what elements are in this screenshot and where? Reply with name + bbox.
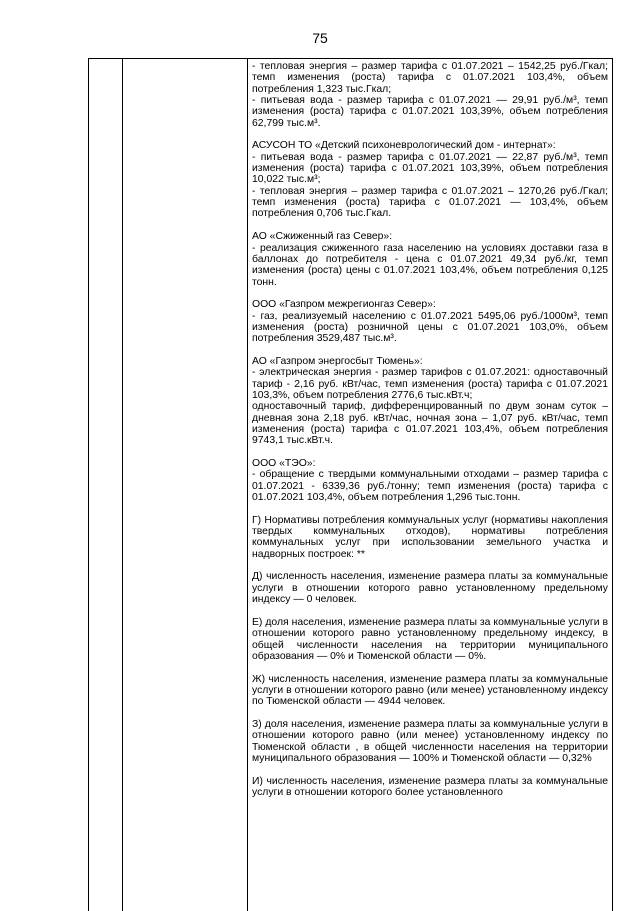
tariff-text-cell (252, 61, 608, 798)
paragraph: АО «Газпром энергосбыт Тюмень»: (252, 355, 423, 367)
paragraph: - обращение с твердыми коммунальными отходами – размер тарифа с 01.07.2021 - 6339,36 руб./тонну; темп изменения (роста) тарифа с 01.07.2021 103,4%, объем потребления 1,296 тыс.тонн. (252, 469, 608, 504)
paragraph-gap (252, 220, 608, 231)
paragraph: - реализация сжиженного газа населению на условиях доставки газа в баллонах до потребителя - цена с 01.07.2021 49,34 руб./кг, темп изменения (роста) цены с 01.07.2021 103,4%, объем потребления 0,125 тонн. (252, 242, 608, 288)
paragraph: - тепловая энергия – размер тарифа с 01.07.2021 – 1542,25 руб./Гкал; темп изменения (роста) тарифа с 01.07.2021 103,4%, объем потребления 1,323 тыс.Гкал; (252, 61, 608, 95)
paragraph: Г) Нормативы потребления коммунальных услуг (нормативы накопления твердых коммунальных отходов), нормативы потребления коммунальных услуг при использовании земельного участка и надворных построек: ** (252, 514, 608, 560)
paragraph: - питьевая вода - размер тарифа с 01.07.2021 — 22,87 руб./м³, темп изменения (роста) тарифа с 01.07.2021 103,39%, объем потребления 10,022 тыс.м³; (252, 151, 608, 186)
paragraph-gap (252, 447, 608, 458)
paragraph: ООО «Газпром межрегионгаз Север»: (252, 299, 436, 311)
paragraph: Д) численность населения, изменение размера платы за коммунальные услуги в отношении которого равно установленному предельному индексу — 0 человек. (252, 571, 608, 606)
paragraph: - газ, реализуемый населению с 01.07.2021 5495,06 руб./1000м³, темп изменения (роста) розничной цены с 01.07.2021 103,0%, объем потребления 3529,487 тыс.м³. (252, 310, 608, 345)
paragraph-gap (252, 708, 608, 719)
paragraph: - тепловая энергия – размер тарифа с 01.07.2021 – 1270,26 руб./Гкал; темп изменения (роста) тарифа с 01.07.2021 — 103,4%, объем потребления 0,706 тыс.Гкал. (252, 185, 608, 220)
paragraph: Ж) численность населения, изменение размера платы за коммунальные услуги в отношении которого равно (или менее) установленному индексу по Тюменской области — 4944 человек. (252, 673, 608, 708)
paragraph: одноставочный тариф, дифференцированный по двум зонам суток – дневная зона 2,18 руб. кВт/час, ночная зона – 1,07 руб. кВт/час, темп изменения (роста) тарифа с 01.07.2021 103,4%, объем потребления 9743,1 тыс.кВт.ч. (252, 401, 608, 447)
paragraph: - электрическая энергия - размер тарифов с 01.07.2021: одноставочный тариф - 2,16 руб. кВт/час, темп изменения (роста) тарифа с 01.07.2021 103,3%, объем потребления 2776,6 тыс.кВт.ч; (252, 367, 608, 401)
paragraph: З) доля населения, изменение размера платы за коммунальные услуги в отношении которого равно (или менее) установленному индексу по Тюменской области , в общей численности населения на территории муниципального образования — 100% и Тюменской области — 0,32% (252, 718, 608, 764)
paragraph: ООО «ТЭО»: (252, 458, 316, 470)
table (88, 58, 613, 911)
table-right-border (612, 59, 613, 911)
column-divider (122, 59, 123, 911)
paragraph-gap (252, 764, 608, 775)
paragraph-gap (252, 288, 608, 299)
paragraph-gap (252, 606, 608, 617)
page-number: 75 (312, 30, 328, 46)
paragraph-gap (252, 129, 608, 140)
paragraph: АСУСОН ТО «Детский психоневрологический дом - интернат»: (252, 140, 556, 152)
paragraph: Е) доля населения, изменение размера платы за коммунальные услуги в отношении которого равно установленному предельному индексу, в общей численности населения на территории муниципального образования — 0% и Тюменской области — 0%. (252, 616, 608, 662)
paragraph: И) численность населения, изменение размера платы за коммунальные услуги в отношении которого более установленного (252, 775, 608, 798)
paragraph: - питьевая вода - размер тарифа с 01.07.2021 — 29,91 руб./м³, темп изменения (роста) тарифа с 01.07.2021 103,39%, объем потребления 62,799 тыс.м³. (252, 95, 608, 129)
paragraph-gap (252, 662, 608, 673)
paragraph-gap (252, 345, 608, 356)
paragraph: АО «Сжиженный газ Север»: (252, 231, 393, 243)
paragraph-gap (252, 560, 608, 571)
paragraph-gap (252, 503, 608, 514)
column-divider (247, 59, 248, 911)
